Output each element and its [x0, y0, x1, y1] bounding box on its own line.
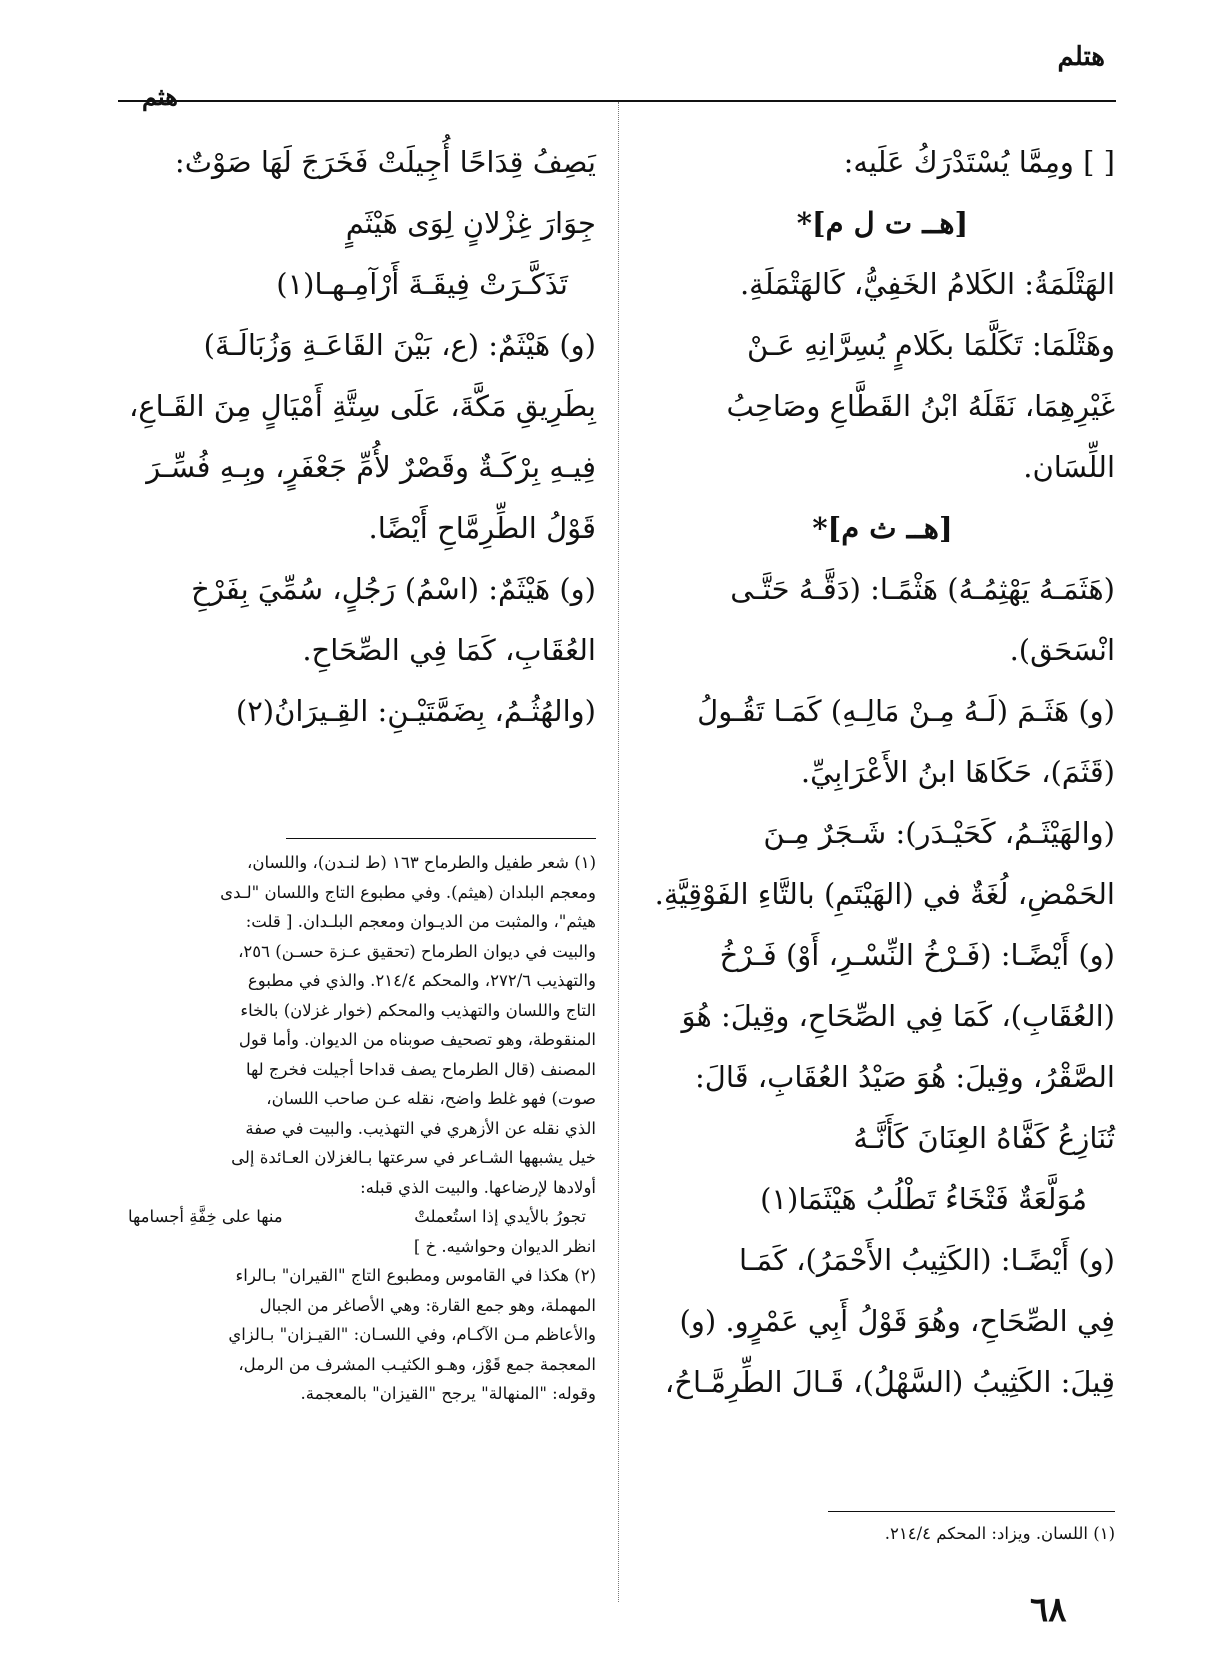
text-line: يَصِفُ قِدَاحًا أُجِيلَتْ فَخَرَجَ لَهَا صَوْتٌ: — [174, 145, 596, 179]
footnote-line: (٢) هكذا في القاموس ومطبوع التاج "القيران" بـالراء — [235, 1266, 596, 1285]
text-line: بِطَرِيقِ مَكَّةَ، عَلَى سِتَّةِ أَمْيَالٍ مِنَ القَـاعِ، — [129, 389, 596, 423]
text-line: (والهُثُـمُ، بِضَمَّتَيْـنِ: القِـيرَانُ(٢) — [235, 694, 596, 728]
footnotes-left — [118, 848, 596, 1409]
footnote-line: المنقوطة، وهو تصحيف صوبناه من الديوان. وأما قول — [238, 1030, 596, 1049]
text-line: الحَمْضِ، لُغَةٌ في (الهَيْتَمِ) بالتَّاءِ الفَوْقِيَّةِ. — [654, 877, 1115, 911]
running-header-left: هثم — [142, 82, 178, 111]
text-line: (و) هَيْثَمٌ: (ع، بَيْنَ القَاعَـةِ وَزُبَالَـةَ) — [203, 328, 596, 362]
text-line: غَيْرِهِمَا، نَقَلَهُ ابْنُ القَطَّاعِ وصَاحِبُ اللِّسَان. — [726, 389, 1115, 484]
right-column — [650, 132, 1115, 1413]
text-line: فِي الصِّحَاحِ، وهُوَ قَوْلُ أَبِي عَمْرٍو. (و) — [679, 1304, 1115, 1338]
text-line: (قَثَمَ)، حَكَاهَا ابنُ الأَعْرَابِيِّ. — [800, 755, 1115, 789]
text-line: قِيلَ: الكَثِيبُ (السَّهْلُ)، قَـالَ الطِّرِمَّـاحُ، — [664, 1365, 1115, 1399]
footnote-line: التاج واللسان والتهذيب والمحكم (خوار غزلان) بالخاء — [240, 1000, 596, 1020]
verse-line: مُوَلَّعَةٌ فَتْخَاءُ تَطْلُبُ هَيْثَمَا(١) — [760, 1182, 1087, 1216]
text-line: (والهَيْثَـمُ، كَحَيْـدَر): شَـجَرٌ مِـنَ — [763, 816, 1115, 850]
footnote-line: والأعاظم مـن الآكـام، وفي اللسـان: "القيـزان" بـالزاي — [228, 1325, 596, 1344]
verse-line: تُنَازِعُ كَفَّاهُ العِنَانَ كَأَنَّـهُ — [853, 1121, 1115, 1155]
text-line: [ ] ومِمَّا يُسْتَدْرَكُ عَلَيه: — [843, 145, 1115, 179]
footnote-line: المعجمة جمع قَوْز، وهـو الكثيـب المشرف من الرمل، — [238, 1354, 596, 1374]
footnote-line: أولادها لإرضاعها. والبيت الذي قبله: — [360, 1177, 596, 1197]
page-number: ٦٨ — [1030, 1590, 1067, 1630]
text-line: الهَتْلَمَةُ: الكَلامُ الخَفِيُّ، كَالهَتْمَلَةِ. — [739, 267, 1115, 301]
header-rule — [118, 100, 1116, 102]
footnote-line: المهملة، وهو جمع القارة: وهي الأصاغر من الجبال — [259, 1295, 596, 1315]
footnote-rule — [828, 1511, 1115, 1512]
text-line: (و) أَيْضًـا: (الكَثِيبُ الأَحْمَرُ)، كَمَـا — [739, 1243, 1115, 1277]
footnote-line: انظر الديوان وحواشيه. خ ] — [413, 1236, 596, 1256]
footnote-line: هيثم"، والمثبت من الديـوان ومعجم البلـدان. [ قلت: — [245, 912, 596, 931]
text-line: العُقَابِ، كَمَا فِي الصِّحَاحِ. — [302, 633, 596, 667]
footnote-line: وقوله: "المنهالة" يرجح "القيزان" بالمعجمة. — [300, 1384, 596, 1403]
footnotes-right — [650, 1519, 1115, 1549]
text-line: قَوْلُ الطِّرِمَّاحِ أَيْضًا. — [368, 511, 596, 545]
text-line: (هَثَمَـهُ يَهْثِمُـهُ) هَثْمًـا: (دَقَّـهُ حَتَّـى — [730, 572, 1115, 606]
text-line: (و) أَيْضًـا: (فَـرْخُ النِّسْـرِ، أَوْ) فَـرْخُ — [719, 938, 1115, 972]
footnote-verse — [118, 1202, 596, 1232]
footnote-line: والبيت في ديوان الطرماح (تحقيق عـزة حسـن) ٢٥٦، — [238, 941, 596, 961]
text-line: (و) هَثَـمَ (لَـهُ مِـنْ مَالِـهِ) كَمَـا تَقُـولُ — [697, 694, 1115, 728]
footnote-line: الذي نقله عن الأزهري في التهذيب. والبيت في صفة — [245, 1118, 596, 1138]
verse-line: جِوَارَ غِزْلانٍ لِوَى هَيْثَمٍ — [345, 206, 596, 240]
column-divider — [618, 102, 619, 1602]
text-line: (العُقَابِ)، كَمَا فِي الصِّحَاحِ، وقِيلَ: هُوَ — [681, 999, 1115, 1033]
footnote-line: صوت) فهو غلط واضح، نقله عـن صاحب اللسان، — [266, 1089, 596, 1108]
footnote-line: (١) شعر طفيل والطرماح ١٦٣ (ط لنـدن)، واللسان، — [247, 853, 596, 872]
footnote-line: خيل يشبهها الشـاعر في سرعتها بـالغزلان العـائدة إلى — [231, 1148, 596, 1167]
running-header-right: هتلم — [1057, 42, 1105, 72]
text-line: انْسَحَق). — [1009, 633, 1115, 667]
footnote-line: ومعجم البلدان (هيثم). وفي مطبوع التاج واللسان "لـدى — [220, 882, 596, 902]
verse-line: تَذَكَّـرَتْ فِيقَـةَ أَرْآمِـهـا(١) — [276, 267, 568, 301]
footnote-rule — [286, 838, 596, 839]
verse-hemistich-first: تجورُ بالأيدي إذا استُعملتْ — [414, 1207, 586, 1226]
entry-heading: [هــ ث م]* — [812, 511, 953, 545]
text-line: فِيـهِ بِرْكَـةٌ وقَصْرٌ لأُمِّ جَعْفَرٍ، وبِـهِ فُسِّـرَ — [146, 450, 596, 484]
text-line: الصَّقْرُ، وقِيلَ: هُوَ صَيْدُ العُقَابِ، قَالَ: — [695, 1060, 1115, 1094]
footnote-line: المصنف (قال الطرماح يصف قداحا أجيلت فخرج لها — [245, 1059, 596, 1079]
text-line: (و) هَيْثَمٌ: (اسْمُ) رَجُلٍ، سُمِّيَ بِفَرْخِ — [191, 572, 596, 606]
entry-heading: [هــ ت ل م]* — [796, 206, 969, 240]
footnote-line: والتهذيب ٢٧٢/٦، والمحكم ٢١٤/٤. والذي في مطبوع — [247, 971, 596, 990]
footnote-line: (١) اللسان. ويزاد: المحكم ٢١٤/٤. — [884, 1524, 1115, 1543]
text-line: وهَتْلَمَا: تَكَلَّمَا بكَلامٍ يُسِرَّانِهِ عَـنْ — [746, 328, 1115, 362]
left-column — [118, 132, 596, 742]
verse-hemistich-second: منها على خِفَّةِ أجسامها — [128, 1207, 283, 1226]
